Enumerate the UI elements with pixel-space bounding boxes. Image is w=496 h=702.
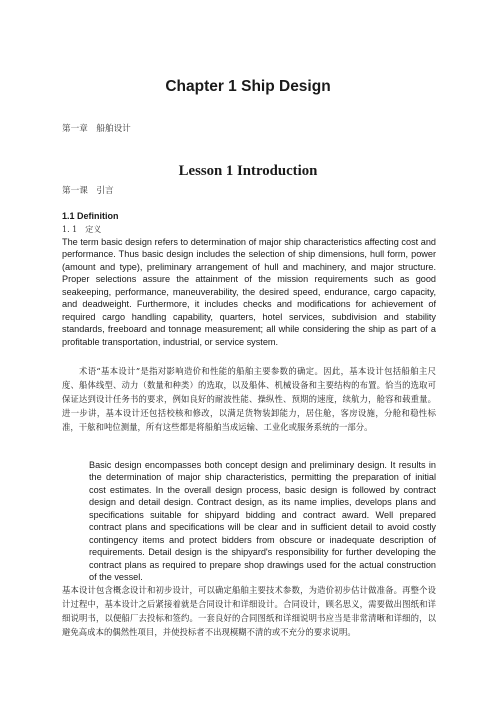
paragraph-en-2: Basic design encompasses both concept design and preliminary design. It results in the determination of major ship characteristics, permitting the preparation of initial cost estimates. In the overall design process, basic design is followed by contract design and detail design. Contract design, as its name implies, develops plans and specifications suitable for shipyard bidding and contract award. Well prepared contract plans and specifications will be clear and in sufficient detail to avoid costly contingency items and protect bidders from obscure or inadequate description of requirements. Detail design is the shipyard's responsibility for further developing the contract plans as required to prepare shop drawings used for the actual construction of the vessel. <box>89 460 436 583</box>
chapter-title: Chapter 1 Ship Design <box>165 78 331 95</box>
lesson-title: Lesson 1 Introduction <box>178 163 318 179</box>
paragraph-zh-2: 基本设计包含概念设计和初步设计，可以确定船舶主要技术参数，为造价初步估计做准备。再整个设计过程中，基本设计之后紧接着就是合同设计和详细设计。合同设计，顾名思义，需要做出图纸和详细说明书，以便船厂去投标和签约。一套良好的合同图纸和详细说明书应当是非常清晰和详细的，以避免高成本的偶然性项目，并使投标者不出现模糊不清的或不充分的要求说明。 <box>62 585 436 637</box>
lesson-subtitle-zh: 第一课 引言 <box>62 186 114 196</box>
chapter-subtitle-zh: 第一章 船舶设计 <box>62 124 131 134</box>
paragraph-zh-1: 术语“基本设计”是指对影响造价和性能的船舶主要参数的确定。因此，基本设计包括船舶主尺度、船体线型、动力（数量和种类）的选取，以及船体、机械设备和主要结构的布置。恰当的选取可保证达到设计任务书的要求，例如良好的耐波性能、操纵性、预期的速度，续航力，舱容和载重量。进一步讲，基本设计还包括校核和修改，以满足货物装卸能力，居住舱，客房设施，分舱和稳性标准，干舷和吨位测量，所有这些都是将船舶当成运输、工业化或服务系统的一部分。 <box>62 366 436 432</box>
section-heading: 1.1 Definition <box>62 211 119 221</box>
section-heading-zh: 1. 1 定义 <box>62 225 102 234</box>
paragraph-en-1: The term basic design refers to determination of major ship characteristics affecting cost and performance. Thus basic design includes the selection of ship dimensions, hull form, power (amount and type), preliminary arrangement of hull and machinery, and major structure. Proper selections assure the attainment of the mission requirements such as good seakeeping, performance, maneuverability, the desired speed, endurance, cargo capacity, and deadweight. Furthermore, it includes checks and modifications for achievement of required cargo handling capability, quarters, hotel services, subdivision and stability standards, freeboard and tonnage measurement; all while considering the ship as part of a profitable transportation, industrial, or service system. <box>62 237 436 347</box>
